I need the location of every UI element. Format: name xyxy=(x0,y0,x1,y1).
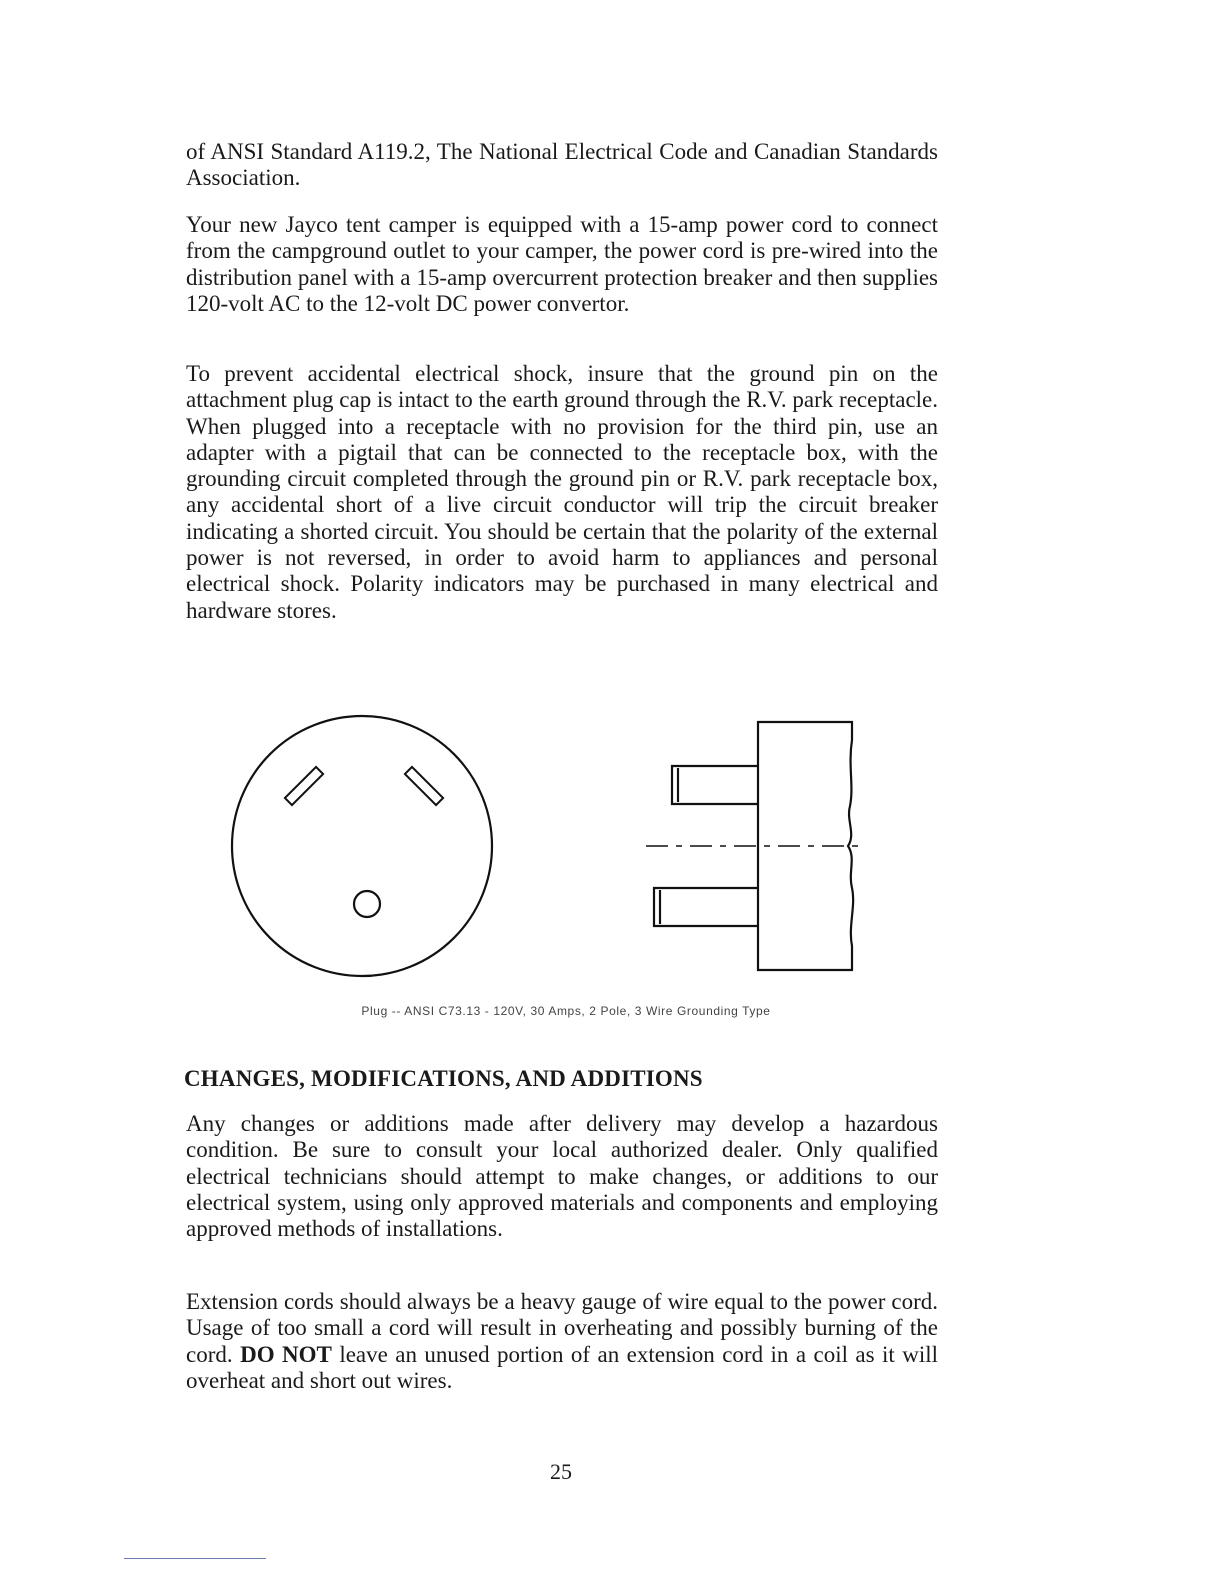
extension-cords-text-b: leave an unused portion of an extension cord in a coil as it will overheat and short out wires. xyxy=(186,1341,939,1393)
plug-blade-right xyxy=(405,767,443,805)
paragraph-extension-cords xyxy=(186,1289,938,1394)
plug-blade-left xyxy=(285,767,323,805)
footer-rule xyxy=(124,1558,266,1559)
page-number: 25 xyxy=(550,1459,572,1484)
paragraph-changes: Any changes or additions made after delivery may develop a hazardous condition. Be sure to consult your local authorized dealer. Only qualified electrical technicians should attempt to make changes, or additions to our electrical system, using only approved materials and components and employing approved methods of installations. xyxy=(186,1111,938,1242)
paragraph-standards: of ANSI Standard A119.2, The National Electrical Code and Canadian Standards Association. xyxy=(186,139,938,191)
plug-side-view-figure xyxy=(612,716,872,976)
section-heading: CHANGES, MODIFICATIONS, AND ADDITIONS xyxy=(184,1066,703,1091)
paragraph-power-cord: Your new Jayco tent camper is equipped with a 15-amp power cord to connect from the campground outlet to your camper, the power cord is pre-wired into the distribution panel with a 15-amp overcurrent protection breaker and then supplies 120-volt AC to the 12-volt DC power convertor. xyxy=(186,212,938,316)
plug-prong-upper xyxy=(672,766,758,804)
do-not-emphasis: DO NOT xyxy=(240,1341,332,1367)
figure-caption: Plug -- ANSI C73.13 - 120V, 30 Amps, 2 Pole, 3 Wire Grounding Type xyxy=(361,1004,771,1018)
plug-prong-lower xyxy=(654,888,758,926)
plug-ground-pin xyxy=(354,891,380,917)
extension-cords-text-a: Extension cords should always be a heavy gauge of wire equal to the power cord. Usage of too small a cord will result in overheating and possibly burning of the cord. xyxy=(186,1289,938,1367)
paragraph-shock-prevention: To prevent accidental electrical shock, insure that the ground pin on the attachment plug cap is intact to the earth ground through the R.V. park receptacle. When plugged into a receptacle with no provision for the third pin, use an adapter with a pigtail that can be connected to the receptacle box, with the grounding circuit completed through the ground pin or R.V. park receptacle box, any accidental short of a live circuit conductor will trip the circuit breaker indicating a shorted circuit. You should be certain that the polarity of the external power is not reversed, in order to avoid harm to appliances and personal electrical shock. Polarity indicators may be purchased in many electrical and hardware stores. xyxy=(186,361,938,623)
plug-front-view-figure xyxy=(228,712,498,982)
plug-face-outline xyxy=(232,716,492,976)
